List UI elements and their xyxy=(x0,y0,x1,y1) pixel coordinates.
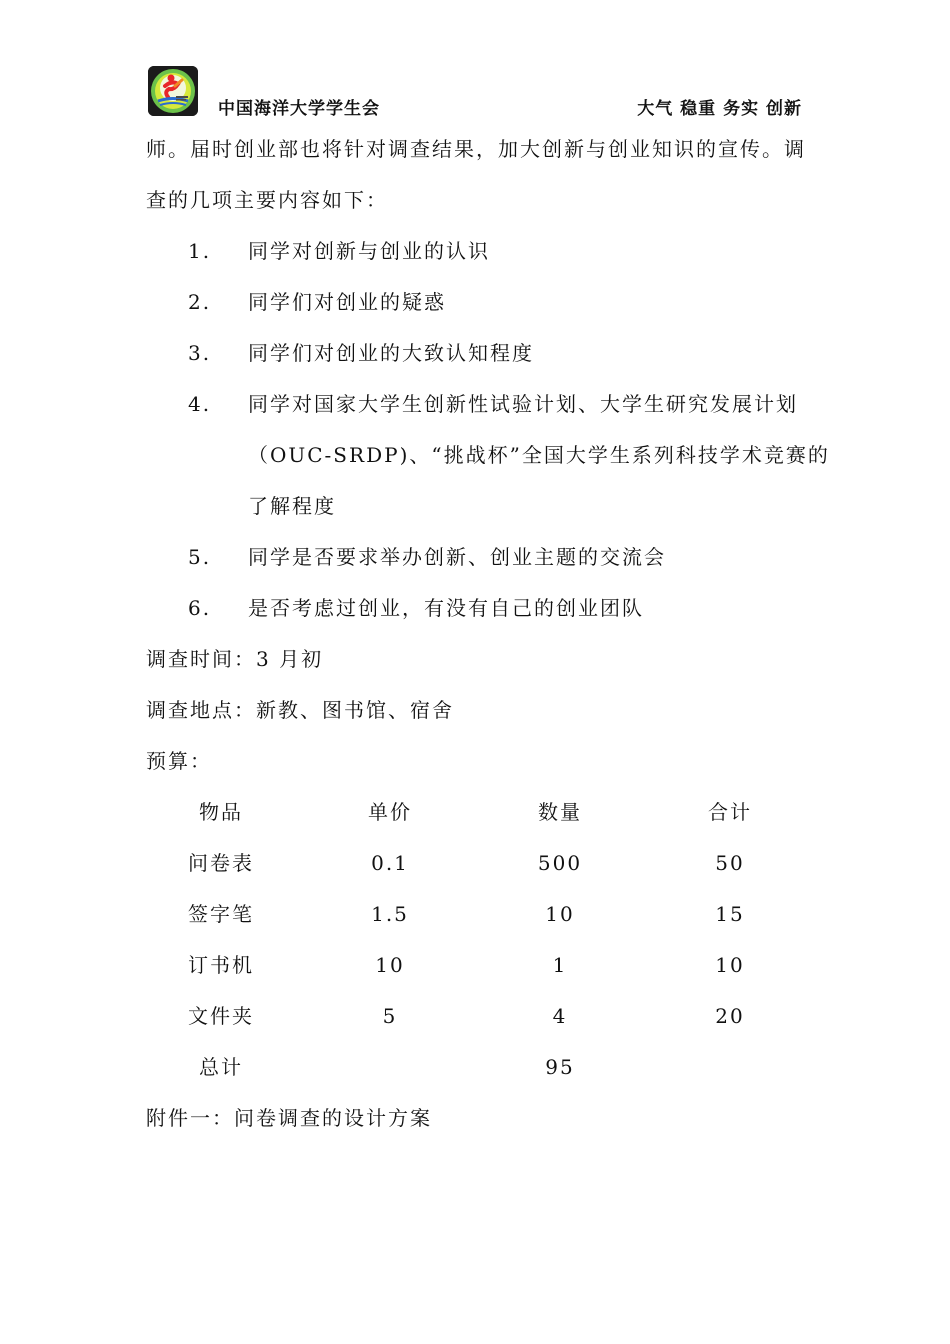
intro-line-1: 师。届时创业部也将针对调查结果，加大创新与创业知识的宣传。调 xyxy=(146,137,806,161)
intro-line-2: 查的几项主要内容如下： xyxy=(146,188,388,212)
list-item xyxy=(146,532,810,583)
list-item-number: 2. xyxy=(188,290,212,314)
table-cell: 签字笔 xyxy=(188,902,254,926)
column-header-item: 物品 xyxy=(199,800,243,824)
table-cell: 4 xyxy=(552,1004,568,1028)
table-cell: 50 xyxy=(715,851,745,875)
table-cell: 500 xyxy=(537,851,583,875)
budget-table xyxy=(146,787,810,1093)
list-item-text: 同学对国家大学生创新性试验计划、大学生研究发展计划 xyxy=(248,392,798,416)
list-item-text: 是否考虑过创业，有没有自己的创业团队 xyxy=(248,596,644,620)
attachment-title: 附件一：问卷调查的设计方案 xyxy=(146,1106,432,1130)
list-item-continuation: （OUC-SRDP)、“挑战杯”全国大学生系列科技学术竞赛的 xyxy=(248,443,830,467)
table-header-row xyxy=(146,787,810,838)
table-row xyxy=(146,991,810,1042)
list-item-text: 同学对创新与创业的认识 xyxy=(248,239,490,263)
list-item xyxy=(146,328,810,379)
page-header xyxy=(148,66,808,118)
table-row xyxy=(146,838,810,889)
table-cell: 1.5 xyxy=(371,902,409,926)
table-cell: 20 xyxy=(715,1004,745,1028)
survey-time: 调查时间：3 月初 xyxy=(146,647,324,671)
list-item xyxy=(146,226,810,277)
table-cell: 订书机 xyxy=(188,953,254,977)
list-item xyxy=(146,379,810,430)
list-item xyxy=(146,277,810,328)
list-item-number: 6. xyxy=(188,596,212,620)
column-header-unit-price: 单价 xyxy=(368,800,412,824)
survey-place: 调查地点：新教、图书馆、宿舍 xyxy=(146,698,454,722)
table-row xyxy=(146,940,810,991)
table-cell: 10 xyxy=(545,902,575,926)
table-cell: 问卷表 xyxy=(188,851,254,875)
document-body xyxy=(146,124,830,1144)
table-cell: 0.1 xyxy=(371,851,409,875)
list-item-continuation: 了解程度 xyxy=(248,494,336,518)
table-cell: 1 xyxy=(552,953,568,977)
list-item-number: 4. xyxy=(188,392,212,416)
logo-graphic xyxy=(148,66,198,116)
total-label: 总计 xyxy=(199,1055,243,1079)
student-union-logo xyxy=(148,66,198,116)
table-cell: 文件夹 xyxy=(188,1004,254,1028)
list-item xyxy=(146,583,810,634)
list-item-number: 3. xyxy=(188,341,212,365)
table-row xyxy=(146,889,810,940)
table-total-row xyxy=(146,1042,810,1093)
list-item-number: 5. xyxy=(188,545,212,569)
table-cell: 5 xyxy=(382,1004,398,1028)
budget-label: 预算： xyxy=(146,749,212,773)
column-header-subtotal: 合计 xyxy=(708,800,752,824)
table-cell: 10 xyxy=(715,953,745,977)
column-header-quantity: 数量 xyxy=(538,800,582,824)
table-cell: 10 xyxy=(375,953,405,977)
list-item-text: 同学们对创业的大致认知程度 xyxy=(248,341,534,365)
list-item-text: 同学们对创业的疑惑 xyxy=(248,290,446,314)
table-cell: 15 xyxy=(715,902,745,926)
list-item-number: 1. xyxy=(188,239,212,263)
org-name: 中国海洋大学学生会 xyxy=(218,99,380,119)
total-value: 95 xyxy=(545,1055,575,1079)
list-item-text: 同学是否要求举办创新、创业主题的交流会 xyxy=(248,545,666,569)
org-motto: 大气 稳重 务实 创新 xyxy=(637,99,802,119)
